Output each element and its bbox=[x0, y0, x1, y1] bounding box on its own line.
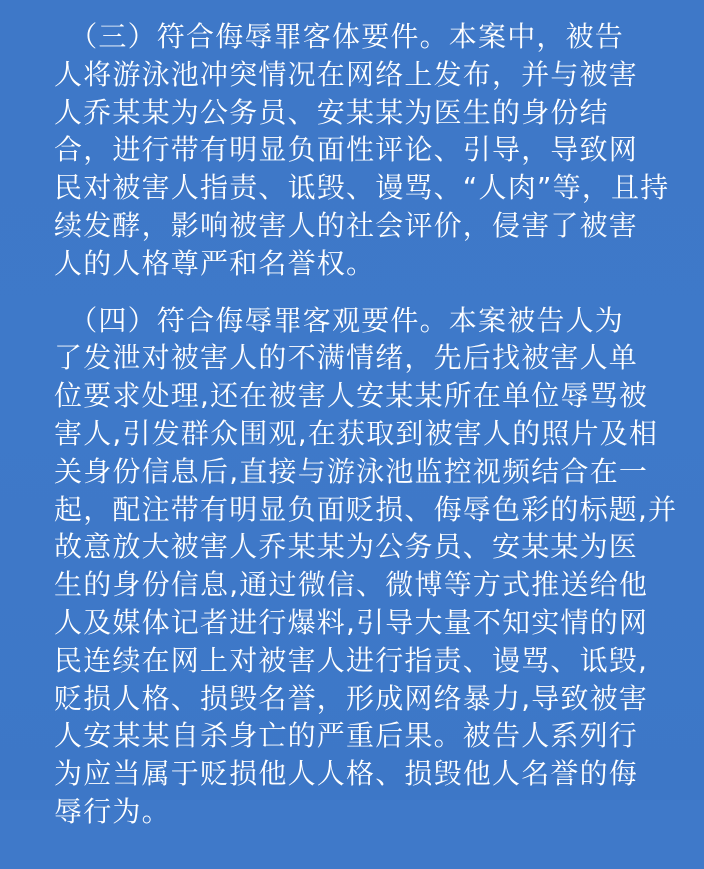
paragraph-objective-element bbox=[54, 302, 678, 869]
text-line: 故意放大被害人乔某某为公务员、安某某为医 bbox=[54, 530, 639, 564]
text-line: 生的身份信息,通过微信、微博等方式推送给他 bbox=[54, 568, 649, 602]
text-line: （三）符合侮辱罪客体要件。本案中，被告 bbox=[54, 20, 625, 53]
text-line: 害人,引发群众围观,在获取到被害人的照片及相 bbox=[54, 416, 659, 450]
text-line: 贬损人格、损毁名誉，形成网络暴力,导致被害 bbox=[54, 681, 649, 715]
text-line: 位要求处理,还在被害人安某某所在单位辱骂被 bbox=[54, 379, 649, 413]
article-body bbox=[54, 18, 678, 869]
text-line: 关身份信息后,直接与游泳池监控视频结合在一 bbox=[54, 454, 649, 488]
text-line bbox=[54, 831, 666, 869]
text-line: 人乔某某为公务员、安某某为医生的身份结 bbox=[54, 95, 609, 129]
text-line: （四）符合侮辱罪客观要件。本案被告人为 bbox=[54, 303, 625, 337]
text-line: 人安某某自杀身亡的严重后果。被告人系列行 bbox=[54, 719, 639, 753]
paragraph-object-element bbox=[54, 18, 670, 283]
text-line: 人的人格尊严和名誉权。 bbox=[54, 246, 376, 280]
text-line: 民连续在网上对被害人进行指责、谩骂、诋毁, bbox=[54, 643, 649, 677]
paragraph-spacer bbox=[54, 283, 666, 302]
text-line: 了发泄对被害人的不满情绪，先后找被害人单 bbox=[54, 341, 639, 375]
text-line: 合，进行带有明显负面性评论、引导，导致网 bbox=[54, 133, 639, 167]
text-line: 民对被害人指责、诋毁、谩骂、“人肉”等，且持 bbox=[54, 171, 670, 205]
text-line: 人及媒体记者进行爆料,引导大量不知实情的网 bbox=[54, 605, 649, 639]
text-line: 起，配注带有明显负面贬损、侮辱色彩的标题,并 bbox=[54, 492, 678, 526]
text-line: 辱行为。 bbox=[54, 794, 171, 828]
text-line: 人将游泳池冲突情况在网络上发布，并与被害 bbox=[54, 57, 639, 91]
text-line: 为应当属于贬损他人人格、损毁他人名誉的侮 bbox=[54, 757, 639, 791]
text-line: 续发酵，影响被害人的社会评价，侵害了被害 bbox=[54, 208, 639, 242]
